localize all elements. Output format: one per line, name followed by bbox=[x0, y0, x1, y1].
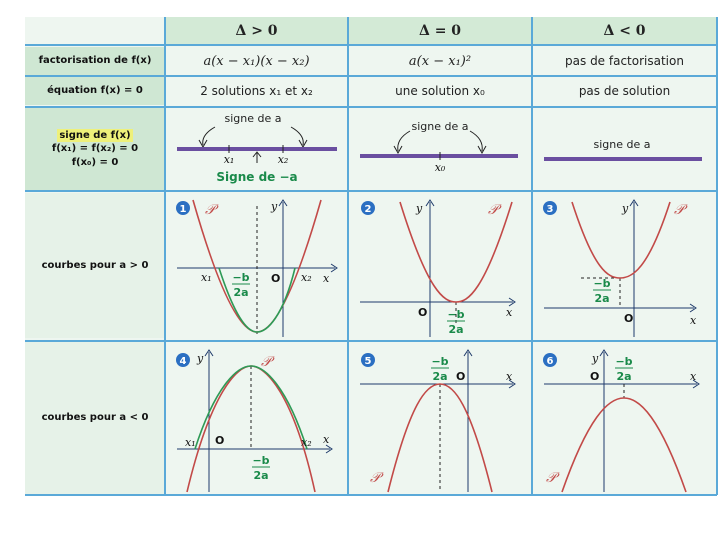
parabola bbox=[572, 202, 670, 278]
graph5-origin: O bbox=[456, 370, 466, 383]
graph2-y-axis: y bbox=[416, 202, 423, 215]
graph-number-4: 4 bbox=[179, 356, 187, 367]
sign-diagram-col2 bbox=[348, 107, 532, 190]
graph2-minus-b: −b bbox=[447, 308, 465, 321]
equation-col1: 2 solutions x₁ et x₂ bbox=[200, 84, 313, 98]
header-delta-zero: Δ = 0 bbox=[418, 22, 462, 39]
graph1-x2: x₂ bbox=[301, 271, 312, 284]
graph-number-5: 5 bbox=[364, 356, 372, 367]
graph-5 bbox=[348, 342, 532, 494]
graph4-x1: x₁ bbox=[185, 436, 196, 449]
graph-number-2: 2 bbox=[364, 204, 372, 215]
graph5-minus-b: −b bbox=[431, 355, 449, 368]
graph1-x-axis: x bbox=[323, 272, 330, 285]
parabola bbox=[562, 398, 686, 492]
sign-bar bbox=[360, 154, 518, 158]
sign-diagram-col3 bbox=[532, 107, 717, 190]
graph6-two-a: 2a bbox=[616, 370, 632, 383]
graph5-two-a: 2a bbox=[432, 370, 448, 383]
graph-number-3: 3 bbox=[546, 204, 554, 215]
graph3-two-a: 2a bbox=[594, 292, 610, 305]
curve-label: 𝒫 bbox=[205, 202, 216, 218]
equation-col3: pas de solution bbox=[578, 84, 671, 98]
signe-label-line-1: signe de f(x) bbox=[59, 129, 131, 141]
graph2-two-a: 2a bbox=[448, 323, 464, 336]
graph4-y-axis: y bbox=[197, 352, 204, 365]
sign-bar bbox=[177, 147, 337, 151]
sign-diagram-col1 bbox=[165, 107, 348, 190]
row-label-factorisation: factorisation de f(x) bbox=[25, 47, 165, 75]
header-delta-negative: Δ < 0 bbox=[603, 22, 646, 39]
graph1-y-axis: y bbox=[271, 200, 278, 213]
grid-line bbox=[25, 494, 717, 496]
row-label-signe bbox=[25, 108, 165, 190]
graph1-two-a: 2a bbox=[233, 286, 249, 299]
graph-number-1: 1 bbox=[179, 204, 187, 215]
curve-label: 𝒫 bbox=[370, 470, 381, 486]
curve-label: 𝒫 bbox=[488, 202, 499, 218]
graph1-minus-b: −b bbox=[232, 271, 250, 284]
equation-col2: une solution x₀ bbox=[395, 84, 485, 98]
graph4-minus-b: −b bbox=[252, 454, 270, 467]
graph4-two-a: 2a bbox=[253, 469, 269, 482]
graph6-origin: O bbox=[590, 370, 600, 383]
graph6-x-axis: x bbox=[690, 370, 697, 383]
factorisation-col1: a(x − x₁)(x − x₂) bbox=[203, 53, 310, 69]
sign-bar bbox=[544, 157, 702, 161]
curve-label: 𝒫 bbox=[546, 470, 557, 486]
graph2-origin: O bbox=[418, 306, 428, 319]
grid-line bbox=[25, 44, 717, 46]
factorisation-col2: a(x − x₁)² bbox=[408, 53, 472, 69]
sign-col1-bottom: Signe de −a bbox=[216, 170, 298, 184]
sign-col1-top: signe de a bbox=[224, 112, 282, 125]
graph6-minus-b: −b bbox=[615, 355, 633, 368]
graph4-x2: x₂ bbox=[301, 436, 312, 449]
factorisation-col3: pas de factorisation bbox=[565, 54, 684, 68]
graph2-x-axis: x bbox=[506, 306, 513, 319]
graph3-origin: O bbox=[624, 312, 634, 325]
graph-3 bbox=[532, 192, 717, 339]
graph3-x-axis: x bbox=[690, 314, 697, 327]
graph3-y-axis: y bbox=[622, 202, 629, 215]
graph-6 bbox=[532, 342, 717, 494]
sign-col3-top: signe de a bbox=[593, 138, 651, 151]
sign-col2-top: signe de a bbox=[411, 120, 469, 133]
graph-4 bbox=[165, 342, 348, 494]
curve-label: 𝒫 bbox=[261, 354, 272, 370]
graph-1 bbox=[165, 192, 348, 339]
graph1-origin: O bbox=[271, 272, 281, 285]
graph4-origin: O bbox=[215, 434, 225, 447]
curve-label: 𝒫 bbox=[674, 202, 685, 218]
sign-col2-x0: x₀ bbox=[434, 161, 446, 174]
graph4-x-axis: x bbox=[323, 433, 330, 446]
graph5-x-axis: x bbox=[506, 370, 513, 383]
graph6-y-axis: y bbox=[592, 352, 599, 365]
signe-label-line-3: f(x₀) = 0 bbox=[71, 156, 119, 168]
graph-2 bbox=[348, 192, 532, 339]
graph-number-6: 6 bbox=[546, 356, 554, 367]
row-label-courbes-neg: courbes pour a < 0 bbox=[25, 342, 165, 494]
row-label-courbes-pos: courbes pour a > 0 bbox=[25, 193, 165, 338]
sign-col1-x1: x₁ bbox=[223, 153, 235, 166]
row-label-equation: équation f(x) = 0 bbox=[25, 77, 165, 105]
graph1-x1: x₁ bbox=[201, 271, 212, 284]
sign-col1-x2: x₂ bbox=[277, 153, 289, 166]
grid-line bbox=[25, 75, 717, 77]
signe-label-line-2: f(x₁) = f(x₂) = 0 bbox=[51, 143, 139, 155]
header-delta-positive: Δ > 0 bbox=[235, 22, 278, 39]
graph3-minus-b: −b bbox=[593, 277, 611, 290]
